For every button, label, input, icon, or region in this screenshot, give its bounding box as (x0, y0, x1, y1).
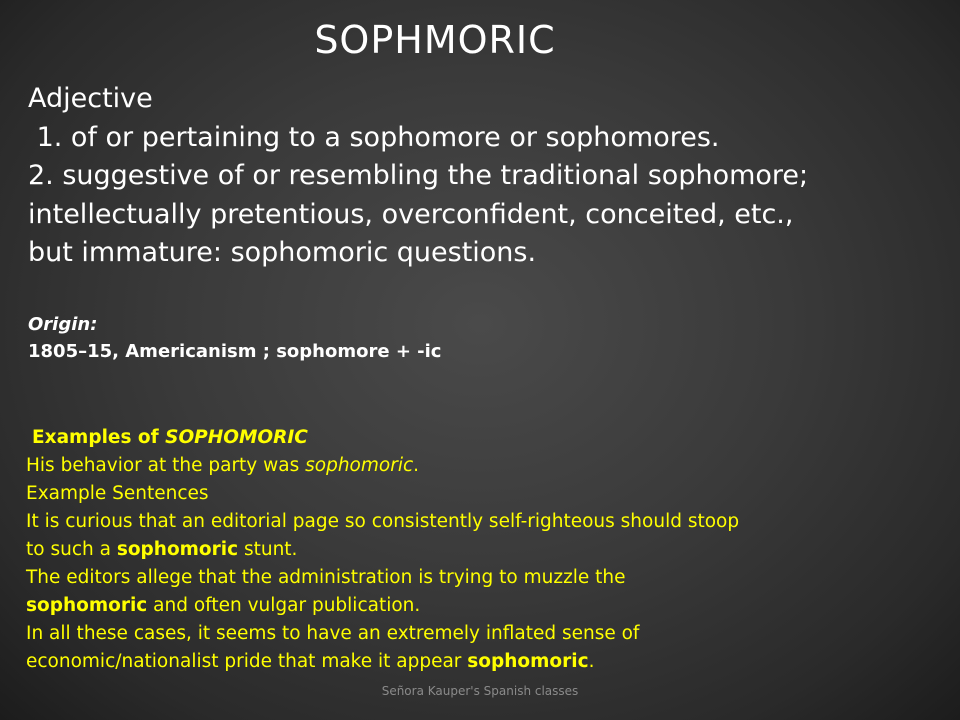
examples-heading (26, 424, 946, 452)
sentence-4-word: sophomoric (467, 651, 589, 672)
example-subheading: Example Sentences (26, 483, 209, 504)
sentence-3-word: sophomoric (26, 595, 148, 616)
example-sentence-1 (26, 452, 946, 480)
example-sentence-4-line-1: In all these cases, it seems to have an extremely inflated sense of (26, 623, 640, 644)
definition-line-3: intellectually pretentious, overconfident, conceited, etc., (28, 198, 794, 230)
example-sentence-3-line-2 (26, 592, 946, 620)
sentence-1-prefix: His behavior at the party was (26, 455, 306, 476)
definition-line-2: 2. suggestive of or resembling the traditional sophomore; (28, 160, 809, 191)
examples-heading-prefix: Examples of (32, 427, 166, 448)
origin-block (28, 311, 441, 365)
sentence-2-word: sophomoric (116, 539, 239, 560)
definition-line-4: but immature: sophomoric questions. (28, 237, 537, 268)
slide-title: SOPHMORIC (314, 18, 556, 62)
sentence-1-suffix: . (413, 455, 420, 476)
definition-block (28, 80, 938, 273)
origin-label: Origin: (28, 314, 98, 335)
sentence-4-suffix: . (588, 651, 595, 672)
sentence-2-suffix: stunt. (238, 539, 298, 560)
sentence-4-prefix: economic/nationalist pride that make it appear (26, 651, 468, 672)
part-of-speech: Adjective (28, 83, 153, 114)
examples-block (26, 424, 946, 676)
sentence-2-prefix: to such a (26, 539, 117, 560)
example-sentence-2-line-1: It is curious that an editorial page so consistently self-righteous should stoop (26, 511, 740, 532)
sentence-1-word: sophomoric (305, 455, 414, 476)
sentence-3-suffix: and often vulgar publication. (147, 595, 421, 616)
origin-text: 1805–15, Americanism ; sophomore + -ic (28, 341, 442, 362)
example-sentence-4-line-2 (26, 648, 946, 676)
definition-line-1: 1. of or pertaining to a sophomore or sophomores. (28, 121, 720, 153)
examples-heading-word: SOPHOMORIC (165, 427, 308, 448)
footer-credit: Señora Kauper's Spanish classes (381, 684, 579, 698)
example-sentence-3-line-1: The editors allege that the administration is trying to muzzle the (26, 567, 626, 588)
example-sentence-2-line-2 (26, 536, 946, 564)
